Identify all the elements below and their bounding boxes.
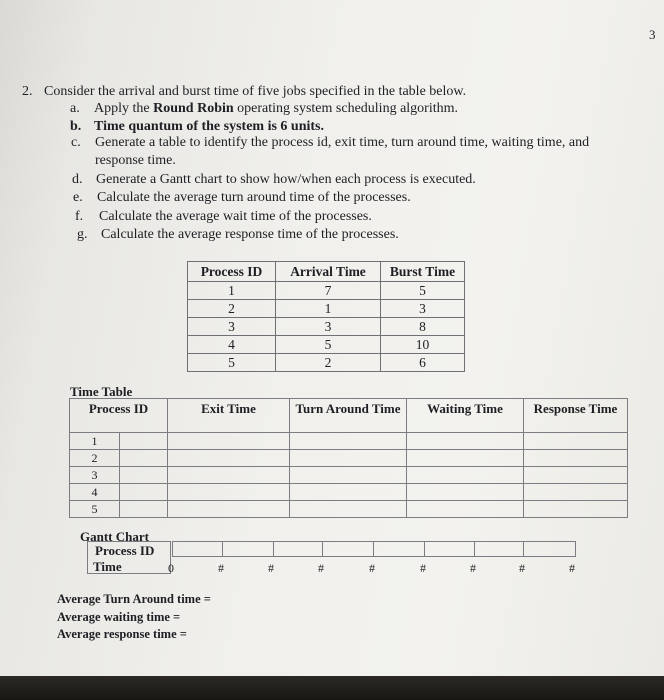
cell-response[interactable] — [524, 501, 628, 518]
cell-blank[interactable] — [120, 467, 168, 484]
average-waiting: Average waiting time = — [57, 610, 181, 624]
item-label: d. — [72, 172, 83, 187]
question-text: Consider the arrival and burst time of five jobs specified in the table below. — [44, 84, 467, 99]
cell-exit-time[interactable] — [168, 433, 290, 450]
cell-blank[interactable] — [120, 484, 168, 501]
gantt-process-label: Process ID — [95, 543, 155, 558]
gantt-time-mark: # — [569, 561, 575, 575]
table-row — [188, 318, 465, 336]
cell-turnaround[interactable] — [290, 484, 407, 501]
column-header: Exit Time — [168, 399, 290, 433]
cell-arrival-time: 5 — [276, 336, 381, 354]
item-text: Generate a Gantt chart to show how/when each process is executed. — [96, 172, 476, 187]
cell-arrival-time: 1 — [276, 300, 381, 318]
item-text: Calculate the average response time of the processes. — [101, 227, 399, 242]
item-d — [72, 172, 476, 188]
item-text: Calculate the average wait time of the processes. — [99, 209, 372, 224]
gantt-tick — [424, 541, 425, 557]
item-c-cont — [95, 153, 176, 169]
gantt-caption: Gantt Chart — [80, 529, 149, 544]
column-header: Turn Around Time — [290, 399, 407, 433]
gantt-tick — [322, 541, 323, 557]
cell-turnaround[interactable] — [290, 433, 407, 450]
cell-response[interactable] — [524, 450, 628, 467]
table-row — [70, 450, 628, 467]
gantt-time-mark: # — [218, 561, 224, 575]
cell-waiting[interactable] — [407, 450, 524, 467]
table-row — [70, 501, 628, 518]
column-header: Waiting Time — [407, 399, 524, 433]
cell-turnaround[interactable] — [290, 467, 407, 484]
cell-blank[interactable] — [120, 450, 168, 467]
cell-response[interactable] — [524, 433, 628, 450]
cell-process-id: 4 — [188, 336, 276, 354]
cell-process-id: 5 — [70, 501, 120, 518]
gantt-time-mark: # — [369, 561, 375, 575]
gantt-tick — [273, 541, 274, 557]
item-label: b. — [70, 119, 82, 134]
cell-process-id: 2 — [70, 450, 120, 467]
cell-turnaround[interactable] — [290, 450, 407, 467]
item-text: response time. — [95, 153, 176, 168]
question-number: 2. — [22, 84, 33, 99]
cell-response[interactable] — [524, 484, 628, 501]
gantt-time-mark: # — [420, 561, 426, 575]
cell-waiting[interactable] — [407, 501, 524, 518]
cell-blank[interactable] — [120, 433, 168, 450]
gantt-time-mark: # — [470, 561, 476, 575]
gantt-tick — [222, 541, 223, 557]
cell-process-id: 5 — [188, 354, 276, 372]
column-header: Arrival Time — [276, 262, 381, 282]
item-g — [77, 227, 399, 243]
average-turnaround: Average Turn Around time = — [57, 592, 211, 606]
time-table-caption: Time Table — [70, 384, 133, 399]
column-header: Process ID — [188, 262, 276, 282]
cell-arrival-time: 2 — [276, 354, 381, 372]
gantt-tick — [474, 541, 475, 557]
cell-arrival-time: 7 — [276, 282, 381, 300]
gantt-time-mark: # — [519, 561, 525, 575]
item-label: g. — [77, 227, 88, 242]
gantt-bar[interactable] — [172, 541, 576, 557]
gantt-time-mark: # — [318, 561, 324, 575]
item-rest: operating system scheduling algorithm. — [233, 101, 459, 116]
cell-process-id: 3 — [70, 467, 120, 484]
item-label: c. — [71, 135, 81, 150]
column-header: Process ID — [70, 399, 168, 433]
item-label: e. — [73, 190, 83, 205]
cell-burst-time: 5 — [381, 282, 465, 300]
cell-blank[interactable] — [120, 501, 168, 518]
cell-response[interactable] — [524, 467, 628, 484]
table-header-row — [70, 399, 628, 433]
cell-waiting[interactable] — [407, 467, 524, 484]
item-f — [75, 209, 372, 225]
cell-burst-time: 8 — [381, 318, 465, 336]
cell-burst-time: 3 — [381, 300, 465, 318]
item-text: Generate a table to identify the process id, exit time, turn around time, waiting time, and — [95, 135, 590, 150]
gantt-start-time: 0 — [168, 561, 174, 575]
time-table — [69, 398, 628, 518]
page-number: 3 — [649, 27, 656, 42]
average-response: Average response time = — [57, 627, 187, 641]
item-text: Calculate the average turn around time of the processes. — [97, 190, 411, 205]
process-table — [187, 261, 465, 372]
column-header: Response Time — [524, 399, 628, 433]
item-label: f. — [75, 209, 84, 224]
table-row — [188, 300, 465, 318]
cell-waiting[interactable] — [407, 484, 524, 501]
cell-arrival-time: 3 — [276, 318, 381, 336]
item-e — [73, 190, 411, 206]
gantt-tick — [373, 541, 374, 557]
cell-process-id: 3 — [188, 318, 276, 336]
item-text: Apply the — [94, 101, 154, 116]
cell-process-id: 1 — [188, 282, 276, 300]
item-bold: Time quantum of the system is 6 units. — [94, 119, 324, 134]
table-row — [188, 354, 465, 372]
cell-process-id: 4 — [70, 484, 120, 501]
item-c — [71, 135, 589, 151]
cell-waiting[interactable] — [407, 433, 524, 450]
cell-exit-time[interactable] — [168, 484, 290, 501]
cell-process-id: 2 — [188, 300, 276, 318]
table-row — [188, 336, 465, 354]
gantt-tick — [523, 541, 524, 557]
item-a — [70, 101, 458, 117]
cell-exit-time[interactable] — [168, 501, 290, 518]
item-label: a. — [70, 101, 80, 116]
cell-exit-time[interactable] — [168, 450, 290, 467]
column-header: Burst Time — [381, 262, 465, 282]
cell-burst-time: 10 — [381, 336, 465, 354]
cell-process-id: 1 — [70, 433, 120, 450]
table-row — [70, 467, 628, 484]
table-row — [70, 433, 628, 450]
cell-burst-time: 6 — [381, 354, 465, 372]
background-edge — [0, 676, 664, 700]
item-b — [70, 119, 324, 135]
item-bold: Round Robin — [153, 101, 234, 116]
table-header-row — [188, 262, 465, 282]
gantt-time-label: Time — [93, 559, 122, 574]
gantt-time-mark: # — [268, 561, 274, 575]
table-row — [188, 282, 465, 300]
cell-turnaround[interactable] — [290, 501, 407, 518]
cell-exit-time[interactable] — [168, 467, 290, 484]
table-row — [70, 484, 628, 501]
